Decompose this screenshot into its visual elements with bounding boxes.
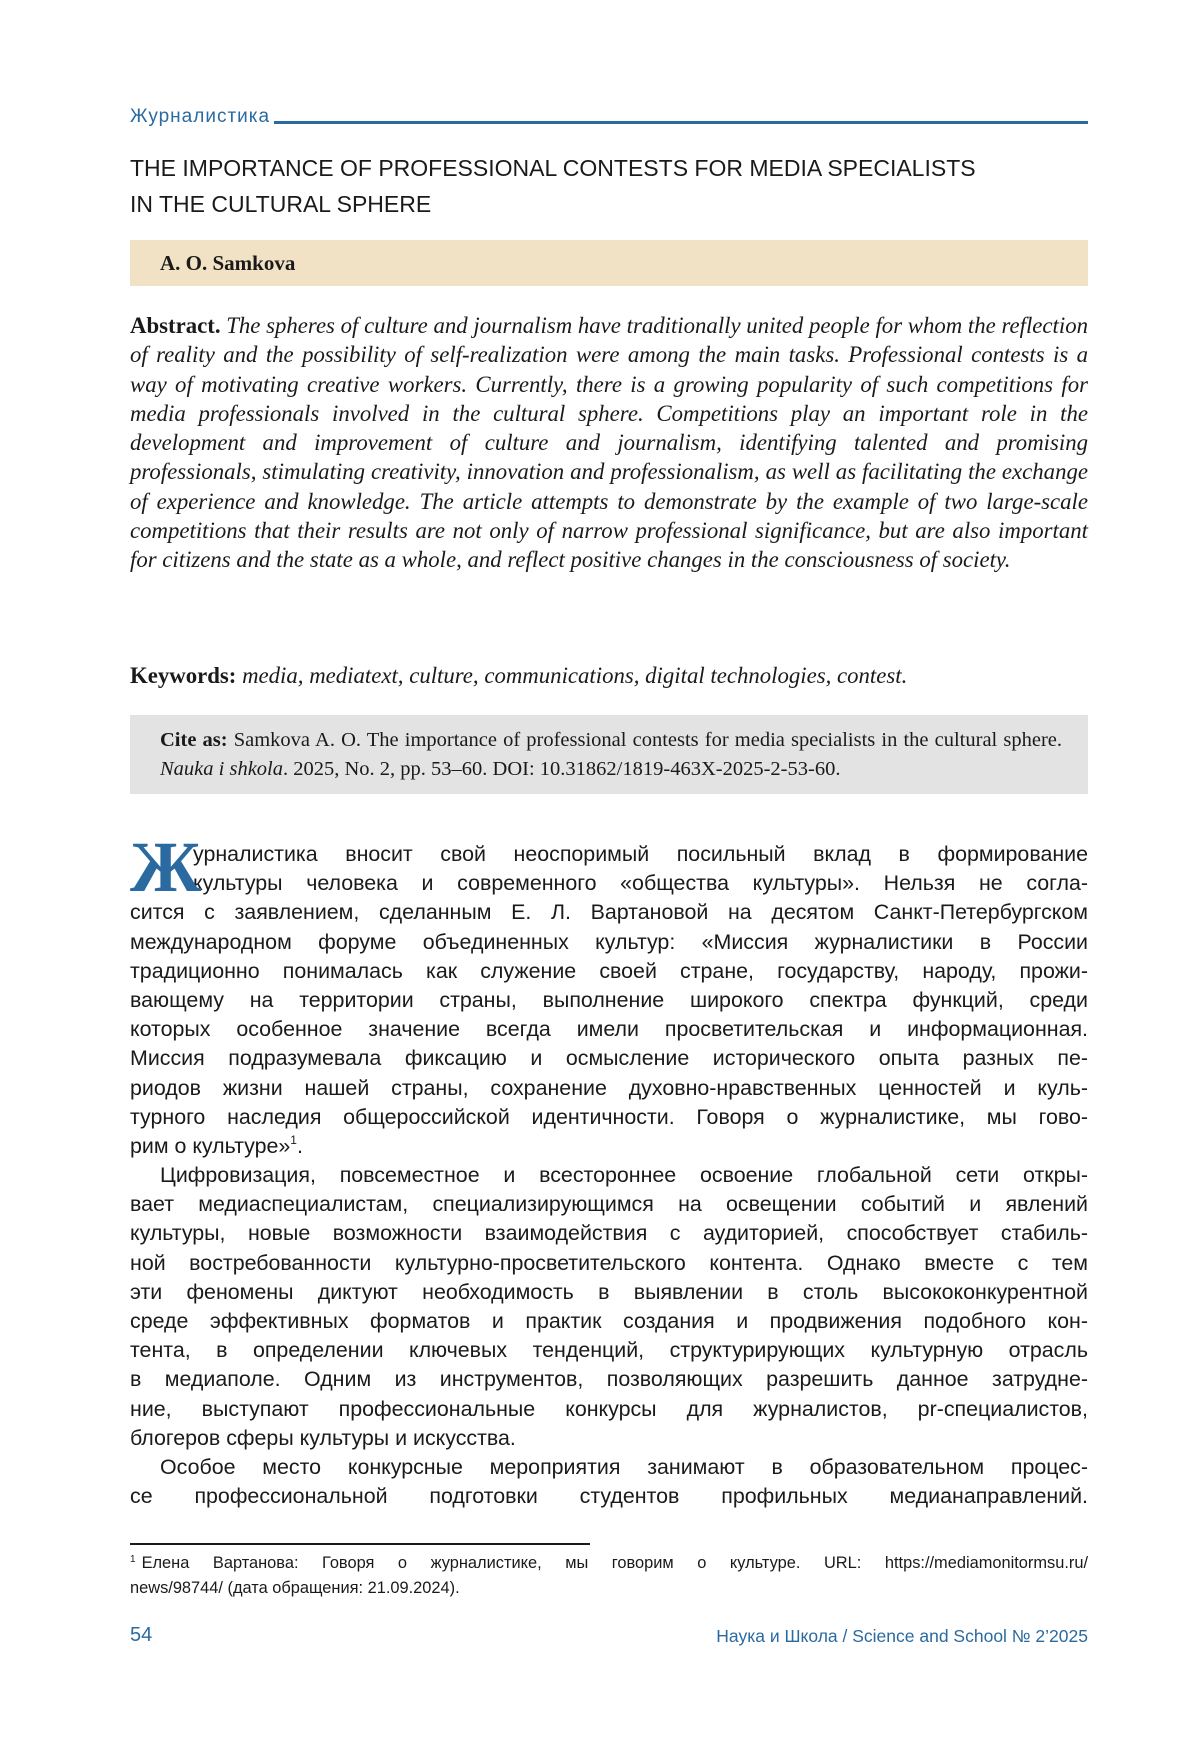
citation-box xyxy=(130,715,1088,794)
body-line: эти феномены диктуют необходимость в выявлении в столь высококонкурентной xyxy=(130,1279,1088,1304)
body-line: международном форуме объединенных культур: «Миссия журналистики в России xyxy=(130,929,1088,954)
body-line: вающему на территории страны, выполнение широкого спектра функций, среди xyxy=(130,987,1088,1012)
drop-cap: Ж xyxy=(130,827,202,907)
body-line-last: блогеров сферы культуры и искусства. xyxy=(130,1425,516,1450)
journal-name: Наука и Школа / Science and School № 2’2025 xyxy=(716,1626,1088,1646)
title-line-1: THE IMPORTANCE OF PROFESSIONAL CONTESTS FOR MEDIA SPECIALISTS xyxy=(130,155,976,181)
body-line: урналистика вносит свой неоспоримый посильный вклад в формирование xyxy=(193,842,1088,866)
article-body xyxy=(130,827,1088,1511)
body-line: культуры, новые возможности взаимодействия с аудиторией, способствует стабиль- xyxy=(130,1221,1088,1246)
abstract-label: Abstract. xyxy=(130,313,221,338)
cite-part-1: Samkova A. O. The importance of professional contests for media specialists in the cultural sphere. xyxy=(233,729,1062,751)
cite-part-2: . 2025, No. 2, pp. 53–60. DOI: 10.31862/1819-463X-2025-2-53-60. xyxy=(283,758,841,780)
author-name: A. O. Samkova xyxy=(160,251,296,275)
article-title xyxy=(130,150,1030,222)
body-line: сится с заявлением, сделанным Е. Л. Вартановой на десятом Санкт-Петербургском xyxy=(130,900,1088,925)
cite-label: Cite as: xyxy=(160,729,228,751)
keywords-text: media, mediatext, culture, communications, digital technologies, contest. xyxy=(242,663,908,688)
body-line: которых особенное значение всегда имели просветительская и информационная. xyxy=(130,1017,1088,1042)
body-line: вает медиаспециалистам, специализирующимся на освещении событий и явлений xyxy=(130,1192,1088,1217)
title-line-2: IN THE CULTURAL SPHERE xyxy=(130,191,432,217)
keywords xyxy=(130,661,1088,691)
footnote-mark: 1 xyxy=(130,1554,136,1565)
section-rule xyxy=(274,121,1088,124)
body-line: в медиаполе. Одним из инструментов, позволяющих разрешить данное затрудне- xyxy=(130,1367,1088,1392)
abstract xyxy=(130,311,1088,575)
body-line: Особое место конкурсные мероприятия занимают в образовательном процес- xyxy=(160,1454,1088,1479)
paragraph-1 xyxy=(130,840,1088,1161)
body-line-text: рим о культуре» xyxy=(130,1133,291,1158)
body-line: Цифровизация, повсеместное и всестороннее освоение глобальной сети откры- xyxy=(160,1163,1088,1188)
body-line: традиционно понималась как служение своей стране, государству, народу, прожи- xyxy=(130,958,1088,983)
body-line: тента, в определении ключевых тенденций, структурирующих культурную отрасль xyxy=(130,1338,1088,1363)
body-line-last: рим о культуре»$^1$. xyxy=(130,1132,303,1158)
body-line: риодов жизни нашей страны, сохранение духовно-нравственных ценностей и куль- xyxy=(130,1075,1088,1100)
section-label: Журналистика xyxy=(130,106,271,127)
paragraph-3 xyxy=(130,1453,1088,1511)
cite-journal: Nauka i shkola xyxy=(160,758,283,780)
footnote xyxy=(130,1551,1088,1601)
body-line: ние, выступают профессиональные конкурсы для журналистов, pr-специалистов, xyxy=(130,1396,1088,1421)
author-bar xyxy=(130,240,1088,286)
footnote-line-1 xyxy=(130,1551,1088,1576)
keywords-label: Keywords: xyxy=(130,663,237,688)
page-number: 54 xyxy=(130,1624,153,1646)
abstract-text: The spheres of culture and journalism have traditionally united people for whom the reflection of reality and the possibility of self-realization were among the main tasks. Professional contests is a way of motivating creative workers. Currently, there is a growing popularity of such competitions for media professionals involved in the cultural sphere. Competitions play an important role in the development and improvement of culture and journalism, identifying talented and promising professionals, stimulating creativity, innovation and professionalism, as well as facilitating the exchange of experience and knowledge. The article attempts to demonstrate by the example of two large-scale competitions that their results are not only of narrow professional significance, but are also important for citizens and the state as a whole, and reflect positive changes in the consciousness of society. xyxy=(130,313,1088,573)
body-line: среде эффективных форматов и практик создания и продвижения подобного кон- xyxy=(130,1309,1088,1333)
body-line: турного наследия общероссийской идентичности. Говоря о журналистике, мы гово- xyxy=(130,1104,1088,1129)
citation-text xyxy=(160,726,1062,784)
footnote-ref[interactable]: 1 xyxy=(290,1132,297,1147)
body-line: ной востребованности культурно-просветительского контента. Однако вместе с тем xyxy=(130,1250,1088,1275)
body-line: се профессиональной подготовки студентов профильных медианаправлений. xyxy=(130,1484,1088,1509)
body-line: Миссия подразумевала фиксацию и осмысление исторического опыта разных пе- xyxy=(130,1046,1088,1071)
body-line: культуры человека и современного «общества культуры». Нельзя не согла- xyxy=(193,871,1088,896)
footnote-line-2[interactable]: news/98744/ (дата обращения: 21.09.2024). xyxy=(130,1579,460,1597)
section-header xyxy=(130,104,1088,126)
footnote-text-1[interactable]: Елена Вартанова: Говоря о журналистике, мы говорим о культуре. URL: https://mediamonitormsu.ru/ xyxy=(141,1554,1088,1572)
paragraph-2 xyxy=(130,1161,1088,1453)
footnote-rule xyxy=(130,1543,590,1545)
